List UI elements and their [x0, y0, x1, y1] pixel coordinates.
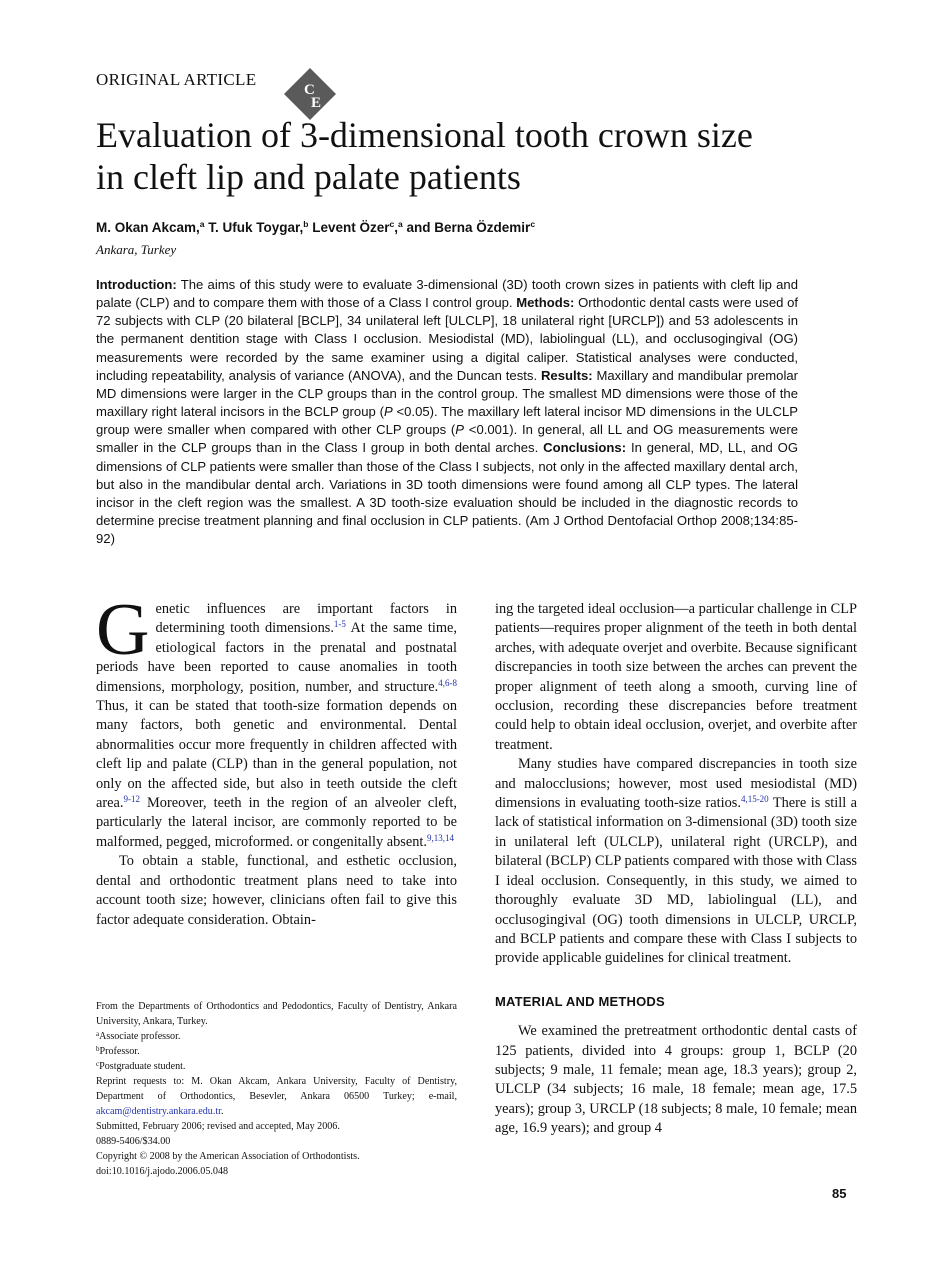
email-link[interactable]: akcam@dentistry.ankara.edu.tr: [96, 1106, 221, 1117]
author-list: [96, 220, 535, 235]
footnote-text: Reprint requests to: M. Okan Akcam, Ankara University, Faculty of Dentistry, Department of Orthodontics, Besevler, Ankara 06500 Turkey; e-mail,: [96, 1076, 457, 1102]
paragraph-text: There is still a lack of statistical information on 3-dimensional (3D) tooth size in unilateral left (ULCLP), unilateral right (URCLP), and bilateral (BCLP) CLP patients compared with those with Class I ideal occlusion. Consequently, in this study, we aimed to thoroughly evaluate 3D MD, labiolingual (LL), and occlusogingival (OG) tooth dimensions in ULCLP, URCLP, and BCLP patients and compare these with Class I subjects to provide applicable guidelines for clinical treatment.: [495, 795, 857, 967]
abstract-methods-text: Orthodontic dental casts were used of 72 subjects with CLP (20 bilateral [BCLP], 34 unilateral left [ULCLP], 18 unilateral right [URCLP]) and 53 adolescents in the permanent dentition stage with Class I occlusion. Mesiodistal (MD), labiolingual (LL), and occlusogingival (OG) measurements were recorded by the same examiner using a digital caliper. Statistical analyses were conducted, including repeatability, analysis of variance (ANOVA), and the Duncan tests.: [96, 295, 798, 383]
body-column-left: [96, 589, 457, 930]
footnote-price: 0889-5406/$34.00: [96, 1136, 171, 1147]
citation-link[interactable]: 4,15-20: [740, 794, 769, 805]
abstract: [96, 276, 798, 548]
citation-link[interactable]: 9-12: [123, 794, 140, 805]
author-affiliation-mark: a: [199, 219, 205, 229]
author-affiliation-mark: c: [389, 219, 395, 229]
footnote-text: .: [220, 1106, 224, 1117]
abstract-intro-text: The aims of this study were to evaluate 3-dimensional (3D) tooth crown sizes in patients with cleft lip and palate (CLP) and to compare them with those of a Class I control group.: [96, 277, 798, 311]
paragraph-text: Moreover, teeth in the region of an alveoler cleft, particularly the lateral incisor, are commonly reported to be malformed, pegged, microformed. or congenitally absent.: [96, 795, 457, 850]
footnote-affiliation: From the Departments of Orthodontics and Pedodontics, Faculty of Dentistry, Ankara University, Ankara, Turkey.: [96, 1001, 457, 1027]
author-location: Ankara, Turkey: [96, 242, 177, 257]
citation-link[interactable]: 4,6-8: [438, 677, 457, 688]
p-value-symbol: P: [455, 422, 465, 438]
footnote-text: Postgraduate student.: [99, 1061, 186, 1072]
section-heading: MATERIAL AND METHODS: [495, 993, 665, 1009]
author-name: T. Ufuk Toygar,: [204, 220, 304, 235]
footnote-c: [96, 1059, 457, 1074]
author-affiliation-mark: b: [303, 219, 309, 229]
body-paragraph: To obtain a stable, functional, and esthetic occlusion, dental and orthodontic treatment plans need to take into account tooth size; however, clinicians often fail to give this factor adequate consideration. Obtain-: [96, 853, 457, 928]
paragraph-text: enetic influences are important factors in determining tooth dimensions.: [155, 601, 457, 637]
abstract-conclusions-label: Conclusions:: [543, 440, 627, 456]
paragraph-text: Many studies have compared discrepancies in tooth size and malocclusions; however, most used mesiodistal (MD) dimensions in evaluating tooth-size ratios.: [495, 756, 857, 812]
abstract-methods-label: Methods:: [516, 295, 575, 311]
footnote-text: Professor.: [99, 1046, 140, 1057]
citation-link[interactable]: 1-5: [333, 619, 346, 630]
body-paragraph: ing the targeted ideal occlusion—a particular challenge in CLP patients—requires proper alignment of the teeth in both dental arches, with adequate overjet and overbite. Because significant discrepancies in tooth size between the arches can prevent the proper alignment of teeth along a smooth, curving line of occlusion, recording these discrepancies before treatment could help to obtain ideal occlusion, overjet, and overbite after treatment.: [495, 601, 857, 753]
footnote-a: [96, 1029, 457, 1044]
title-line-1: Evaluation of 3-dimensional tooth crown size: [96, 115, 753, 155]
abstract-conclusions-text: In general, MD, LL, and OG dimensions of CLP patients were smaller than those of the Class I subjects, not only in the affected maxillary dental arch, but also in the mandibular dental arch. Variations in 3D tooth dimensions were found among all CLP types. The lateral incisor in the cleft region was the smallest. A 3D tooth-size evaluation should be included in the diagnostic records to determine precise treatment planning and final occlusion in CLP patients. (Am J Orthod Dentofacial Orthop 2008;134:85-92): [96, 440, 799, 547]
body-paragraph: We examined the pretreatment orthodontic dental casts of 125 patients, divided into 4 groups: group 1, BCLP (20 subjects; 9 male, 11 female; mean age, 18.3 years); group 2, ULCLP (34 subjects; 16 male, 18 female; mean age, 17.5 years); group 3, URCLP (18 subjects; 8 male, 10 female; mean age, 16.9 years); and group 4: [495, 1023, 857, 1137]
ce-badge-letter-c: C: [304, 82, 315, 98]
footnote-mark: a: [96, 1030, 100, 1038]
article-title: [96, 114, 856, 198]
p-value-symbol: P: [383, 404, 393, 420]
author-affiliation-mark: c: [530, 219, 536, 229]
author-name: Levent Özer: [308, 220, 390, 235]
body-column-right: [495, 600, 857, 1139]
footnote-mark: c: [96, 1060, 100, 1068]
footnotes: [96, 999, 457, 1179]
author-name: and Berna Özdemir: [402, 220, 531, 235]
abstract-results-text: Maxillary and mandibular premolar MD dimensions were larger in the CLP groups than in the control group. The smallest MD dimensions were those of the maxillary right lateral incisors in the BCLP group (: [96, 367, 798, 420]
article-type-label: ORIGINAL ARTICLE: [96, 70, 257, 89]
drop-cap: G: [96, 589, 150, 671]
body-paragraph: [495, 755, 857, 968]
footnote-submitted: Submitted, February 2006; revised and accepted, May 2006.: [96, 1121, 340, 1132]
footnote-reprint: [96, 1074, 457, 1119]
ce-badge-letter-e: E: [311, 95, 322, 111]
abstract-intro-label: Introduction:: [96, 277, 177, 292]
author-name: M. Okan Akcam,: [96, 220, 200, 235]
title-line-2: in cleft lip and palate patients: [96, 157, 521, 197]
author-separator: ,: [394, 220, 399, 235]
footnote-copyright: Copyright © 2008 by the American Association of Orthodontists.: [96, 1151, 360, 1162]
intro-paragraph: [96, 589, 457, 852]
paragraph-text: At the same time, etiological factors in the prenatal and postnatal periods have been reported to cause anomalies in tooth dimensions, morphology, position, number, and structure.: [96, 620, 457, 695]
footnote-mark: b: [96, 1045, 100, 1053]
abstract-results-text: <0.05). The maxillary left lateral incisor MD dimensions in the ULCLP group were smaller when compared with other CLP groups (: [96, 404, 798, 438]
page-number: 85: [832, 1186, 847, 1201]
footnote-b: [96, 1044, 457, 1059]
citation-link[interactable]: 9,13,14: [427, 832, 454, 843]
footnote-text: Associate professor.: [99, 1031, 181, 1042]
paragraph-text: Thus, it can be stated that tooth-size formation depends on many factors, both genetic and environmental. Dental abnormalities occur more frequently in children affected with cleft lip and palate (CLP) than in the general population, not only on the affected side, but also in teeth outside the cleft area.: [96, 698, 457, 812]
abstract-results-label: Results:: [540, 367, 593, 383]
author-affiliation-mark: a: [398, 219, 403, 229]
abstract-results-text: <0.001). In general, all LL and OG measurements were smaller in the CLP groups than in the Class I group in both dental arches.: [96, 422, 798, 456]
footnote-doi: doi:10.1016/j.ajodo.2006.05.048: [96, 1166, 229, 1177]
